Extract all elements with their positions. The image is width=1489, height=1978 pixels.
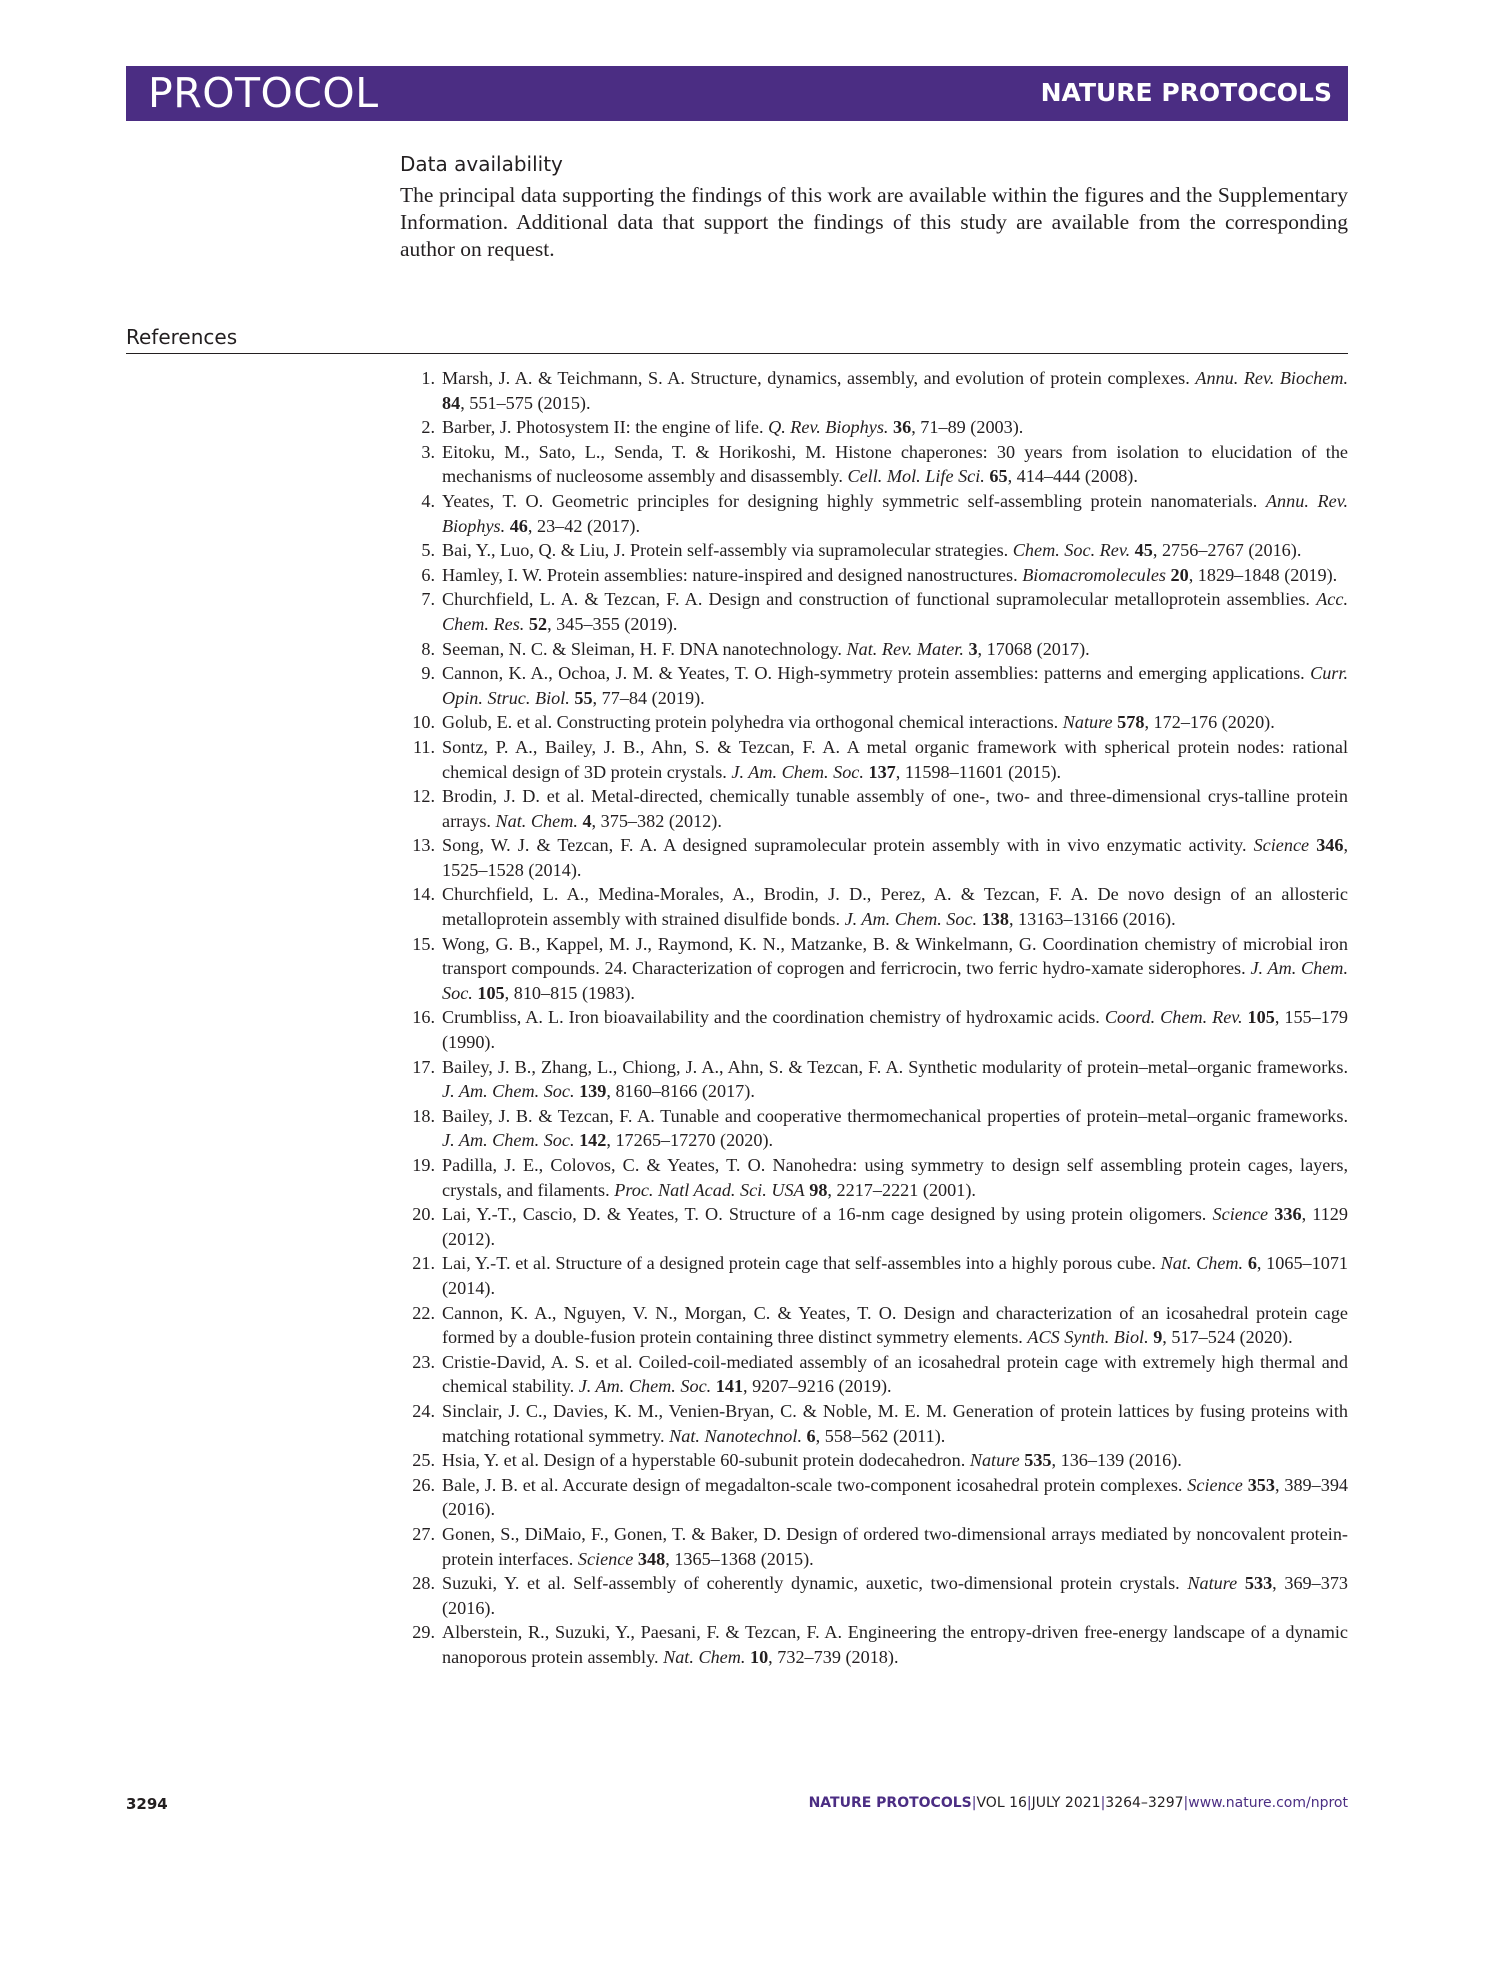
reference-volume: 10 [749,1646,769,1667]
reference-number: 24. [412,1400,435,1421]
reference-text [442,1522,1348,1571]
reference-item [400,1571,1348,1620]
reference-volume: 45 [1134,540,1153,561]
journal-name: NATURE PROTOCOLS [1040,78,1332,107]
journal-header-bar [126,66,1348,121]
reference-volume: 4 [582,810,592,831]
reference-item [400,1153,1348,1202]
footer-citation [809,1795,1348,1811]
reference-volume: 52 [528,613,548,634]
reference-pages-year: , 1829–1848 (2019). [1188,564,1338,585]
reference-authors-title: Bale, J. B. et al. Accurate design of megadalton-scale two-component icosahedral protein complexes. [442,1474,1188,1495]
reference-number: 1. [421,368,435,388]
reference-number: 10. [412,712,435,733]
reference-item [400,735,1348,784]
reference-number: 28. [412,1573,435,1594]
reference-pages-year: , 389–394 (2016). [442,1474,1349,1520]
reference-authors-title: Lai, Y.-T. et al. Structure of a designed protein cage that self-assembles into a highly porous cube. [442,1253,1161,1274]
reference-authors-title: Yeates, T. O. Geometric principles for designing highly symmetric self-assembling protein nanomaterials. [442,490,1266,511]
reference-journal: Acc. Chem. Res. [442,589,1348,634]
reference-journal: Nat. Chem. [495,810,578,831]
reference-number: 18. [412,1105,435,1126]
reference-number: 21. [412,1253,435,1274]
reference-pages-year: , 517–524 (2020). [1162,1327,1293,1348]
reference-item [400,1005,1348,1054]
references-divider [126,353,1348,354]
page-number: 3294 [126,1795,168,1813]
reference-number: 7. [421,589,435,610]
reference-number: 29. [412,1622,435,1643]
reference-number: 5. [421,540,435,561]
reference-volume: 139 [579,1081,607,1102]
reference-journal: Science [577,1548,634,1569]
reference-text [442,710,1348,735]
reference-journal: Nature [969,1450,1020,1471]
reference-pages-year: , 77–84 (2019). [592,687,705,708]
reference-journal: Nat. Rev. Mater. [846,638,964,659]
reference-journal: J. Am. Chem. Soc. [442,958,1348,1003]
reference-text [442,735,1348,784]
reference-volume: 535 [1024,1450,1052,1471]
reference-journal: J. Am. Chem. Soc. [844,909,978,930]
reference-number: 16. [412,1007,435,1028]
reference-number: 3. [421,441,435,462]
footer-url-link[interactable]: www.nature.com/nprot [1188,1795,1348,1811]
reference-item [400,1202,1348,1251]
reference-authors-title: Bai, Y., Luo, Q. & Liu, J. Protein self-assembly via supramolecular strategies. [442,540,1013,561]
reference-volume: 105 [477,982,505,1003]
reference-item [400,440,1348,489]
reference-number: 13. [412,835,435,856]
reference-authors-title: Cannon, K. A., Nguyen, V. N., Morgan, C. & Yeates, T. O. Design and characterization of an icosahedral protein cage formed by a double-fusion protein containing three distinct symmetry elements. [442,1302,1348,1348]
reference-pages-year: , 136–139 (2016). [1051,1450,1182,1471]
reference-number: 12. [412,786,435,807]
reference-volume: 65 [989,466,1008,487]
reference-authors-title: Lai, Y.-T., Cascio, D. & Yeates, T. O. Structure of a 16-nm cage designed by using protein oligomers. [442,1204,1213,1225]
reference-journal: Science [1187,1474,1243,1495]
reference-journal: J. Am. Chem. Soc. [442,1130,575,1151]
reference-authors-title: Crumbliss, A. L. Iron bioavailability and the coordination chemistry of hydroxamic acids. [442,1007,1105,1028]
reference-item [400,1350,1348,1399]
reference-authors-title: Churchfield, L. A., Medina-Morales, A., Brodin, J. D., Perez, A. & Tezcan, F. A. De novo design of an allosteric metalloprotein assembly with strained disulfide bonds. [442,884,1348,930]
reference-pages-year: , 551–575 (2015). [460,392,591,413]
reference-number: 15. [412,933,435,954]
footer-volume: VOL 16 [976,1795,1027,1811]
reference-item [400,1055,1348,1104]
reference-journal: Cell. Mol. Life Sci. [847,466,985,487]
reference-item [400,1251,1348,1300]
reference-text [442,784,1348,833]
reference-volume: 578 [1117,712,1145,733]
reference-text [442,415,1348,440]
reference-item [400,538,1348,563]
reference-authors-title: Alberstein, R., Suzuki, Y., Paesani, F. & Tezcan, F. A. Engineering the entropy-driven free-energy landscape of a dynamic nanoporous protein assembly. [442,1622,1348,1667]
reference-volume: 3 [968,638,978,659]
reference-pages-year: , 1365–1368 (2015). [665,1548,814,1569]
reference-authors-title: Brodin, J. D. et al. Metal-directed, chemically tunable assembly of one-, two- and three-dimensional crys-talline protein arrays. [442,786,1348,831]
reference-journal: Curr. Opin. Struc. Biol. [442,663,1348,708]
reference-authors-title: Wong, G. B., Kappel, M. J., Raymond, K. N., Matzanke, B. & Winkelmann, G. Coordination chemistry of microbial iron transport compounds. 24. Characterization of coprogen and ferricrocin, two ferric hydro-xamate siderophores. [442,933,1348,979]
reference-authors-title: Gonen, S., DiMaio, F., Gonen, T. & Baker, D. Design of ordered two-dimensional arrays mediated by noncovalent protein-protein interfaces. [442,1523,1348,1569]
reference-journal: Q. Rev. Biophys. [768,417,889,438]
reference-authors-title: Sontz, P. A., Bailey, J. B., Ahn, S. & Tezcan, F. A. A metal organic framework with spherical protein nodes: rational chemical design of 3D protein crystals. [442,736,1348,782]
reference-number: 11. [412,736,435,757]
reference-journal: J. Am. Chem. Soc. [442,1081,575,1102]
reference-number: 2. [421,417,435,438]
reference-item [400,1620,1348,1669]
reference-volume: 336 [1274,1204,1302,1225]
footer-journal: NATURE PROTOCOLS [808,1795,972,1811]
reference-item [400,661,1348,710]
reference-volume: 346 [1316,835,1344,856]
reference-text [442,1448,1348,1473]
reference-authors-title: Hamley, I. W. Protein assemblies: nature-inspired and designed nanostructures. [442,564,1023,585]
reference-volume: 6 [1247,1253,1257,1274]
reference-pages-year: , 732–739 (2018). [768,1646,899,1667]
reference-volume: 20 [1170,564,1189,585]
reference-number: 20. [412,1204,435,1225]
reference-authors-title: Eitoku, M., Sato, L., Senda, T. & Horikoshi, M. Histone chaperones: 30 years from isolation to elucidation of the mechanisms of nucleosome assembly and disassembly. [442,441,1348,487]
reference-number: 22. [412,1302,435,1323]
reference-volume: 46 [509,515,528,536]
reference-journal: Nat. Chem. [663,1646,746,1667]
reference-volume: 105 [1247,1007,1275,1028]
reference-pages-year: , 155–179 (1990). [442,1007,1349,1053]
reference-text [442,833,1348,882]
reference-pages-year: , 172–176 (2020). [1144,712,1275,733]
footer-separator: | [971,1795,977,1811]
reference-number: 26. [412,1474,435,1495]
reference-text [442,366,1348,415]
reference-pages-year: , 17068 (2017). [977,638,1090,659]
reference-number: 27. [412,1523,435,1544]
reference-item [400,1399,1348,1448]
reference-text [442,882,1348,931]
reference-pages-year: , 8160–8166 (2017). [606,1081,755,1102]
reference-authors-title: Sinclair, J. C., Davies, K. M., Venien-Bryan, C. & Noble, M. E. M. Generation of protein lattices by fusing proteins with matching rotational symmetry. [442,1400,1348,1446]
reference-authors-title: Marsh, J. A. & Teichmann, S. A. Structure, dynamics, assembly, and evolution of protein complexes. [442,368,1196,388]
reference-number: 4. [421,490,435,511]
reference-pages-year: , 1065–1071 (2014). [442,1253,1349,1298]
reference-pages-year: , 1129 (2012). [442,1204,1348,1249]
reference-journal: Science [1253,835,1310,856]
reference-pages-year: , 2217–2221 (2001). [827,1179,976,1200]
reference-pages-year: , 9207–9216 (2019). [743,1376,892,1397]
reference-item [400,1301,1348,1350]
reference-item [400,563,1348,588]
reference-authors-title: Song, W. J. & Tezcan, F. A. A designed supramolecular protein assembly with in vivo enzymatic activity. [442,835,1254,856]
reference-number: 6. [421,564,435,585]
reference-text [442,1251,1348,1300]
reference-journal: Biomacromolecules [1022,564,1166,585]
reference-authors-title: Cannon, K. A., Ochoa, J. M. & Yeates, T. O. High-symmetry protein assemblies: patterns and emerging applications. [442,663,1311,684]
reference-number: 25. [412,1450,435,1471]
reference-item [400,1473,1348,1522]
reference-list [400,366,1348,1669]
reference-item [400,637,1348,662]
reference-item [400,587,1348,636]
reference-pages-year: , 11598–11601 (2015). [895,761,1062,782]
references-heading: References [126,325,238,349]
reference-volume: 36 [893,417,912,438]
reference-volume: 142 [579,1130,607,1151]
reference-number: 19. [412,1155,435,1175]
reference-pages-year: , 1525–1528 (2014). [442,835,1349,880]
reference-journal: Science [1212,1204,1269,1225]
reference-item [400,1104,1348,1153]
reference-number: 14. [412,884,435,905]
reference-volume: 348 [637,1548,666,1569]
reference-journal: Chem. Soc. Rev. [1012,540,1131,561]
reference-authors-title: Suzuki, Y. et al. Self-assembly of coherently dynamic, auxetic, two-dimensional protein crystals. [442,1573,1188,1594]
reference-pages-year: , 375–382 (2012). [591,810,722,831]
reference-text [442,489,1348,538]
reference-text [442,661,1348,710]
reference-authors-title: Padilla, J. E., Colovos, C. & Yeates, T. O. Nanohedra: using symmetry to design self assembling protein cages, layers, crystals, and filaments. [442,1155,1348,1200]
reference-item [400,710,1348,735]
reference-item [400,932,1348,1006]
footer-separator: | [1183,1795,1189,1811]
reference-text [442,1399,1348,1448]
reference-text [442,1350,1348,1399]
reference-item [400,784,1348,833]
reference-text [442,1005,1348,1054]
footer-date: JULY 2021 [1031,1795,1101,1811]
reference-text [442,1202,1348,1251]
reference-volume: 353 [1247,1474,1275,1495]
reference-text [442,1473,1348,1522]
reference-authors-title: Seeman, N. C. & Sleiman, H. F. DNA nanotechnology. [442,638,847,659]
reference-journal: J. Am. Chem. Soc. [731,761,864,782]
reference-item [400,882,1348,931]
reference-text [442,1153,1348,1202]
reference-volume: 533 [1244,1573,1273,1594]
reference-text [442,587,1348,636]
footer-pages: 3264–3297 [1105,1795,1184,1811]
reference-journal: Annu. Rev. Biophys. [442,490,1348,536]
reference-volume: 141 [715,1376,744,1397]
reference-text [442,440,1348,489]
reference-pages-year: , 23–42 (2017). [527,515,641,536]
reference-text [442,637,1348,662]
reference-volume: 55 [574,687,593,708]
data-availability-text: The principal data supporting the findings of this work are available within the figures and the Supplementary Information. Additional data that support the findings of this study are available from the corresponding author on request. [400,183,1348,261]
section-label: PROTOCOL [148,69,379,117]
reference-pages-year: , 2756–2767 (2016). [1152,540,1302,561]
reference-authors-title: Golub, E. et al. Constructing protein polyhedra via orthogonal chemical interactions. [442,712,1063,733]
reference-authors-title: Barber, J. Photosystem II: the engine of life. [442,417,769,438]
reference-text [442,563,1348,588]
footer-separator: | [1026,1795,1032,1811]
reference-item [400,489,1348,538]
reference-volume: 138 [981,909,1009,930]
reference-item [400,1522,1348,1571]
reference-journal: Coord. Chem. Rev. [1104,1007,1243,1028]
reference-item [400,366,1348,415]
reference-text [442,1055,1348,1104]
reference-authors-title: Bailey, J. B., Zhang, L., Chiong, J. A., Ahn, S. & Tezcan, F. A. Synthetic modularity of protein–metal–organic frameworks. [442,1056,1348,1077]
reference-volume: 84 [442,392,461,413]
reference-text [442,1104,1348,1153]
reference-authors-title: Bailey, J. B. & Tezcan, F. A. Tunable and cooperative thermomechanical properties of protein–metal–organic frameworks. [442,1105,1348,1126]
reference-pages-year: , 810–815 (1983). [504,982,635,1003]
reference-pages-year: , 71–89 (2003). [911,417,1024,438]
reference-volume: 6 [806,1425,816,1446]
reference-text [442,932,1348,1006]
reference-text [442,1571,1348,1620]
reference-authors-title: Cristie-David, A. S. et al. Coiled-coil-mediated assembly of an icosahedral protein cage with extremely high thermal and chemical stability. [442,1351,1348,1397]
reference-pages-year: , 414–444 (2008). [1007,466,1138,487]
reference-journal: J. Am. Chem. Soc. [578,1376,712,1397]
reference-number: 9. [421,663,435,684]
reference-text [442,1620,1348,1669]
reference-item [400,1448,1348,1473]
reference-number: 23. [412,1351,435,1372]
reference-number: 17. [412,1056,435,1077]
reference-pages-year: , 13163–13166 (2016). [1008,909,1176,930]
reference-number: 8. [421,638,435,659]
reference-text [442,538,1348,563]
reference-pages-year: , 369–373 (2016). [442,1573,1349,1618]
reference-pages-year: , 17265–17270 (2020). [606,1130,774,1151]
data-availability-heading: Data availability [400,152,563,176]
reference-authors-title: Hsia, Y. et al. Design of a hyperstable 60-subunit protein dodecahedron. [442,1450,970,1471]
reference-pages-year: , 345–355 (2019). [547,613,678,634]
reference-volume: 9 [1153,1327,1163,1348]
reference-volume: 98 [809,1179,828,1200]
reference-journal: ACS Synth. Biol. [1027,1327,1149,1348]
reference-text [442,1301,1348,1350]
reference-journal: Nature [1187,1573,1238,1594]
reference-pages-year: , 558–562 (2011). [815,1425,946,1446]
reference-journal: Nat. Nanotechnol. [669,1425,802,1446]
reference-journal: Nat. Chem. [1160,1253,1244,1274]
reference-item [400,415,1348,440]
footer-separator: | [1100,1795,1106,1811]
reference-journal: Nature [1062,712,1113,733]
reference-journal: Proc. Natl Acad. Sci. USA [614,1179,805,1200]
reference-authors-title: Churchfield, L. A. & Tezcan, F. A. Design and construction of functional supramolecular metalloprotein assemblies. [442,589,1317,610]
reference-volume: 137 [868,761,896,782]
reference-item [400,833,1348,882]
reference-journal: Annu. Rev. Biochem. [1195,368,1348,388]
